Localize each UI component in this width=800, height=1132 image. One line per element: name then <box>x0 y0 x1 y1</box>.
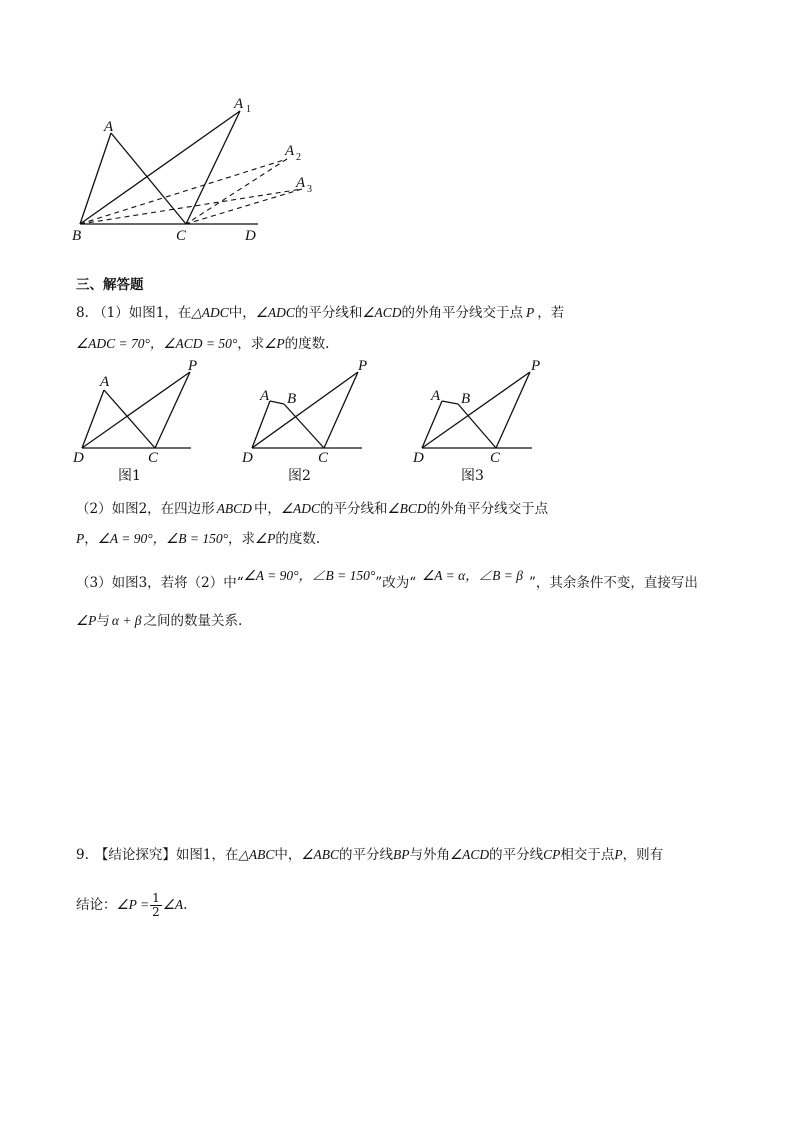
q8-quad-ABCD: ABCD <box>216 501 252 516</box>
q8-p1-text: ，求 <box>237 336 265 352</box>
q8-p2-text: （2）如图2，在四边形 <box>76 501 215 517</box>
q9-fraction-one-half <box>150 892 162 919</box>
q9-line2 <box>76 890 187 920</box>
q9-text: 结论： <box>76 897 117 913</box>
label-A3-sub: 3 <box>307 184 312 195</box>
q8-p3-text: ”，其余条件不变，直接写出 <box>529 575 698 591</box>
section-title: 三、解答题 <box>76 277 144 293</box>
q8-part1-line1 <box>76 304 564 322</box>
q8-p2-point-P: P <box>76 531 85 546</box>
fig3-label-B: B <box>461 391 471 407</box>
q8-p2-text: 中， <box>253 501 281 517</box>
label-A1: A <box>234 96 244 112</box>
q8-angle-ACD: ∠ACD <box>362 305 402 320</box>
fig3-label-P: P <box>531 358 541 374</box>
q8-p3-old-condition: ∠A = 90°，∠B = 150° <box>243 568 376 583</box>
q9-angle-A: ∠A <box>162 897 184 912</box>
q9-text: 相交于点 <box>560 847 615 863</box>
q8-p3-text: （3）如图3，若将（2）中“ <box>76 575 244 591</box>
q8-part2-line2 <box>76 530 320 548</box>
q8-point-P: P <box>525 305 535 320</box>
q8-p2-text: 的平分线和 <box>320 501 388 517</box>
q8-p2-given-angles: ∠A = 90°，∠B = 150° <box>97 531 228 546</box>
line-BA3 <box>80 189 302 224</box>
q9-frac-num: 1 <box>152 891 160 905</box>
fig3-label-A: A <box>431 388 441 404</box>
q8-p3-angle-P: ∠P <box>76 613 97 628</box>
q9-triangle-ABC: △ABC <box>238 847 275 862</box>
q8-part3-line2 <box>76 612 242 630</box>
line-BA2 <box>80 159 287 224</box>
fig2-label-B: B <box>287 391 297 407</box>
fig1-label-A: A <box>100 374 110 390</box>
q8-p2-text: 的外角平分线交于点 <box>426 501 549 517</box>
q8-p3-text: 之间的数量关系. <box>143 613 243 629</box>
fig2-label-A: A <box>260 388 270 404</box>
label-A3: A <box>296 175 306 191</box>
q8-p1-text: ，若 <box>537 305 565 321</box>
line-A1C <box>186 111 240 224</box>
q9-text: 的平分线 <box>338 847 393 863</box>
q8-p2-angle-ADC: ∠ADC <box>280 501 321 516</box>
fig1-label-C: C <box>148 450 159 466</box>
q9-angle-P-eq: ∠P = <box>116 897 150 912</box>
q9-line1 <box>76 846 663 864</box>
q9-text: 中， <box>274 847 302 863</box>
fig3-caption: 图3 <box>461 468 484 484</box>
q9-frac-den: 2 <box>152 905 160 919</box>
q8-p3-alpha-beta: α + β <box>111 613 142 628</box>
fig2-label-P: P <box>358 358 368 374</box>
label-A1-sub: 1 <box>246 104 251 115</box>
q8-p2-text: ，求 <box>227 531 255 547</box>
q8-p2-angle-BCD: ∠BCD <box>387 501 427 516</box>
q9-text: 的平分线 <box>489 847 544 863</box>
label-C: C <box>176 228 187 244</box>
fig2-label-C: C <box>318 450 329 466</box>
fig2-label-D: D <box>242 450 253 466</box>
fig1-label-P: P <box>188 358 198 374</box>
q8-part1-line2 <box>76 335 329 353</box>
line-A3C <box>186 189 302 224</box>
figure-2 <box>235 355 375 485</box>
q8-p3-text: ”改为“ <box>375 575 417 591</box>
q8-triangle-ADC: △ADC <box>191 305 229 320</box>
q8-p1-text: （1）如图1，在 <box>93 305 192 321</box>
label-A: A <box>104 119 114 135</box>
q8-part3-line1 <box>76 568 698 592</box>
q8-angle-ADC: ∠ADC <box>255 305 295 320</box>
label-A2-sub: 2 <box>296 152 301 163</box>
fig1-label-D: D <box>73 450 84 466</box>
q8-p3-new-condition: ∠A = α，∠B = β <box>422 568 523 583</box>
q8-part2-line1 <box>76 500 548 518</box>
q8-p2-text: 的度数. <box>275 531 321 547</box>
fig3-label-D: D <box>413 450 424 466</box>
top-figure <box>60 90 340 250</box>
q9-BP: BP <box>392 847 410 862</box>
q9-text: 与外角 <box>409 847 450 863</box>
label-A2: A <box>285 143 295 159</box>
figure-3 <box>405 355 550 485</box>
fig1-caption: 图1 <box>118 468 141 484</box>
q9-CP: CP <box>543 847 561 862</box>
q9-text: 【结论探究】如图1，在 <box>94 847 239 863</box>
line-BA <box>80 133 111 224</box>
q8-p3-text: 与 <box>96 613 110 629</box>
q8-p2-angle-P: ∠P <box>254 531 276 546</box>
q9-angle-ABC: ∠ABC <box>301 847 339 862</box>
q8-p1-text: 的平分线和 <box>294 305 363 321</box>
fig3-label-C: C <box>490 450 501 466</box>
label-B: B <box>72 228 82 244</box>
q9-angle-ACD: ∠ACD <box>449 847 490 862</box>
q9-text: . <box>183 897 188 913</box>
q9-point-P: P <box>614 847 623 862</box>
q9-number: 9. <box>76 847 89 863</box>
q8-p1-text: 中， <box>228 305 256 321</box>
q9-text: ，则有 <box>622 847 664 863</box>
q8-angle-P: ∠P <box>264 336 285 351</box>
q8-p2-text: ， <box>84 531 98 547</box>
line-AC <box>111 133 186 224</box>
q8-number: 8. <box>76 305 89 321</box>
q8-p1-text: 的外角平分线交于点 <box>401 305 523 321</box>
figure-1 <box>70 355 210 485</box>
q8-given-angles: ∠ADC = 70°，∠ACD = 50° <box>76 336 238 351</box>
label-D: D <box>245 228 256 244</box>
q8-p1-text: 的度数. <box>284 336 330 352</box>
fig2-caption: 图2 <box>288 468 311 484</box>
